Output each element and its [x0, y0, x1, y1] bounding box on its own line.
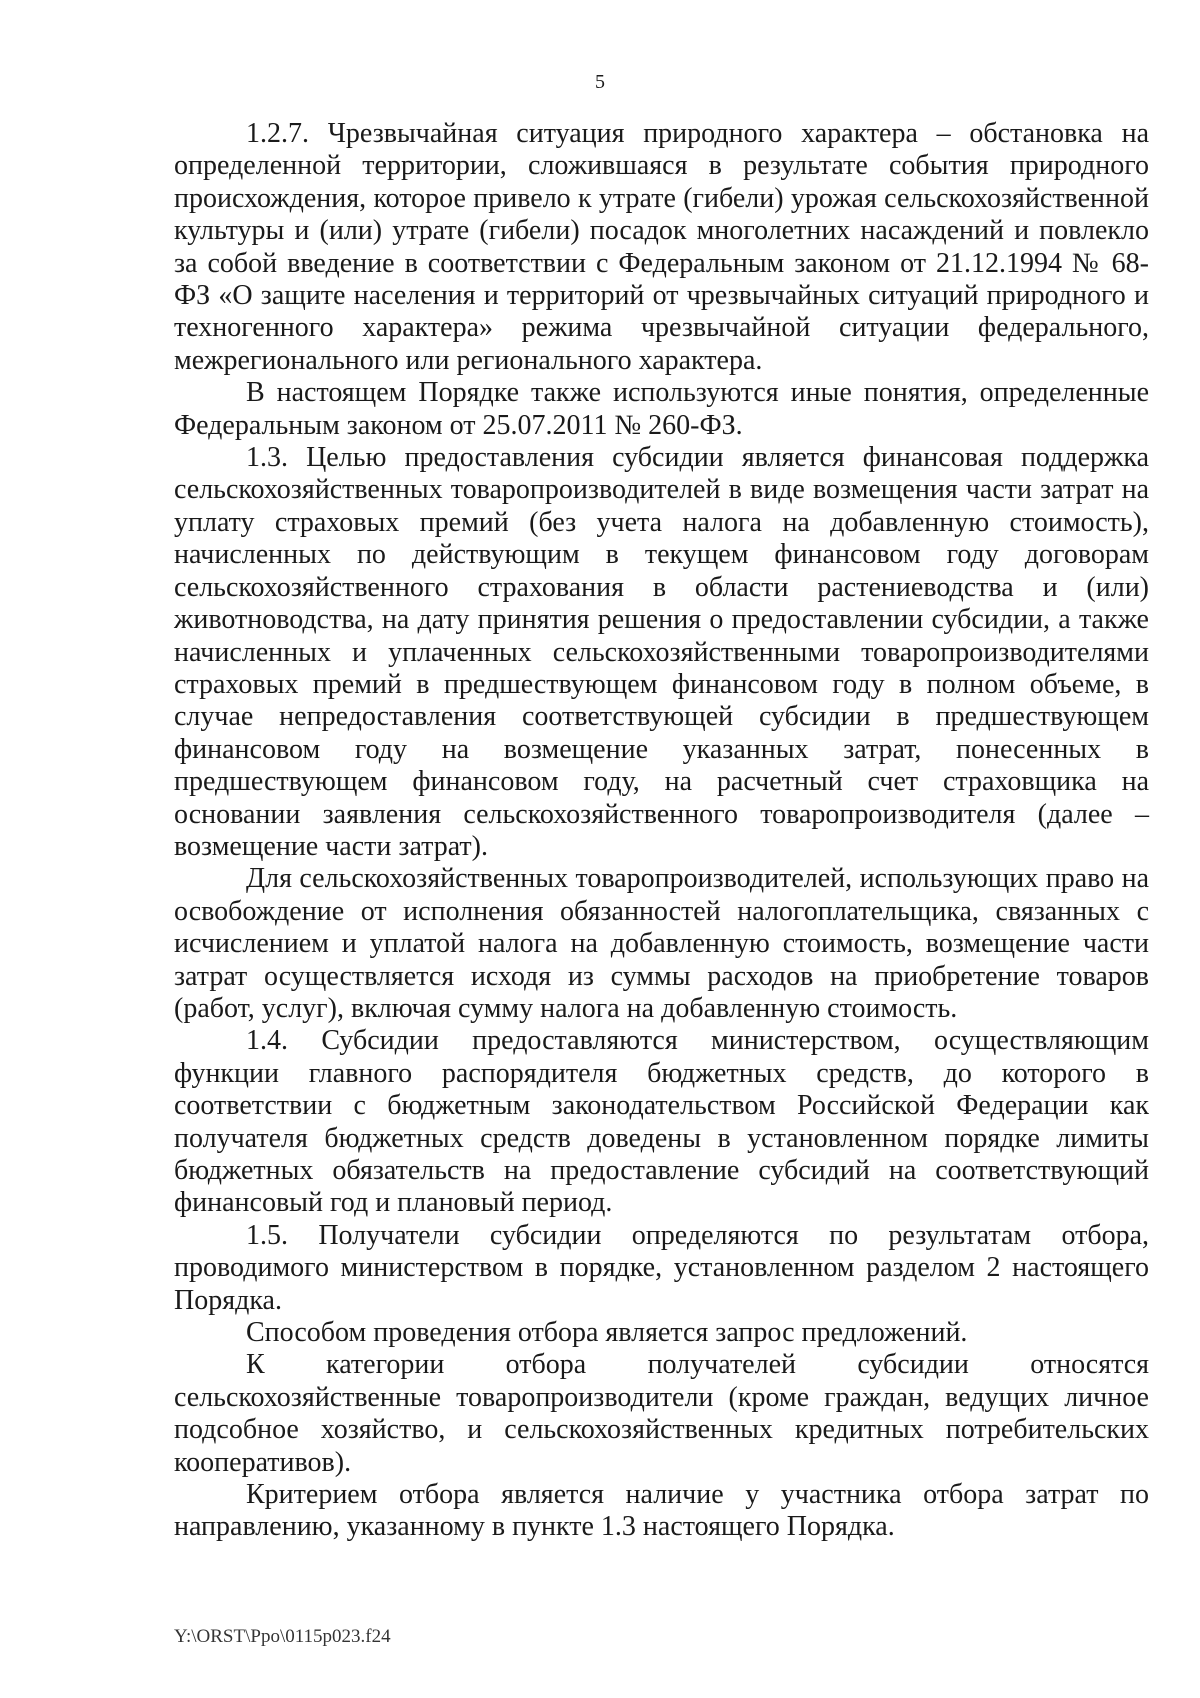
- paragraph-1-3: 1.3. Целью предоставления субсидии является финансовая поддержка сельскохозяйственных товаропроизводителей в виде возмещения части затрат на уплату страховых премий (без учета налога на добавленную стоимость), начисленных по действующим в текущем финансовом году договорам сельскохозяйственного страхования в области растениеводства и (или) животноводства, на дату принятия решения о предоставлении субсидии, а также начисленных и уплаченных сельскохозяйственными товаропроизводителями страховых премий в предшествующем финансовом году в полном объеме, в случае непредоставления соответствующей субсидии в предшествующем финансовом году на возмещение указанных затрат, понесенных в предшествующем финансовом году, на расчетный счет страховщика на основании заявления сельскохозяйственного товаропроизводителя (далее – возмещение части затрат).: [174, 442, 1149, 862]
- paragraph-1-5: 1.5. Получатели субсидии определяются по результатам отбора, проводимого министерством в порядке, установленном разделом 2 настоящего Порядка.: [174, 1219, 1149, 1316]
- paragraph-1-4: 1.4. Субсидии предоставляются министерством, осуществляющим функции главного распорядителя бюджетных средств, до которого в соответствии с бюджетным законодательством Российской Федерации как получателя бюджетных средств доведены в установленном порядке лимиты бюджетных обязательств на предоставление субсидий на соответствующий финансовый год и плановый период.: [174, 1025, 1149, 1219]
- document-body: [174, 118, 1149, 1544]
- file-path-footer: Y:\ORST\Ppo\0115p023.f24: [174, 1626, 391, 1647]
- paragraph-vat-exemption: Для сельскохозяйственных товаропроизводителей, использующих право на освобождение от исполнения обязанностей налогоплательщика, связанных с исчислением и уплатой налога на добавленную стоимость, возмещение части затрат осуществляется исходя из суммы расходов на приобретение товаров (работ, услуг), включая сумму налога на добавленную стоимость.: [174, 863, 1149, 1024]
- paragraph-selection-method: Способом проведения отбора является запрос предложений.: [246, 1317, 968, 1349]
- page-number: 5: [595, 71, 605, 93]
- paragraph-selection-criterion: Критерием отбора является наличие у участника отбора затрат по направлению, указанному в пункте 1.3 настоящего Порядка.: [174, 1479, 1149, 1543]
- paragraph-other-terms: В настоящем Порядке также используются иные понятия, определенные Федеральным законом от 25.07.2011 № 260-ФЗ.: [174, 377, 1149, 441]
- paragraph-selection-category: К категории отбора получателей субсидии относятся сельскохозяйственные товаропроизводители (кроме граждан, ведущих личное подсобное хозяйство, и сельскохозяйственных кредитных потребительских кооперативов).: [174, 1349, 1149, 1478]
- paragraph-1-2-7: 1.2.7. Чрезвычайная ситуация природного характера – обстановка на определенной территории, сложившаяся в результате события природного происхождения, которое привело к утрате (гибели) урожая сельскохозяйственной культуры и (или) утрате (гибели) посадок многолетних насаждений и повлекло за собой введение в соответствии с Федеральным законом от 21.12.1994 № 68-ФЗ «О защите населения и территорий от чрезвычайных ситуаций природного и техногенного характера» режима чрезвычайной ситуации федерального, межрегионального или регионального характера.: [174, 118, 1149, 376]
